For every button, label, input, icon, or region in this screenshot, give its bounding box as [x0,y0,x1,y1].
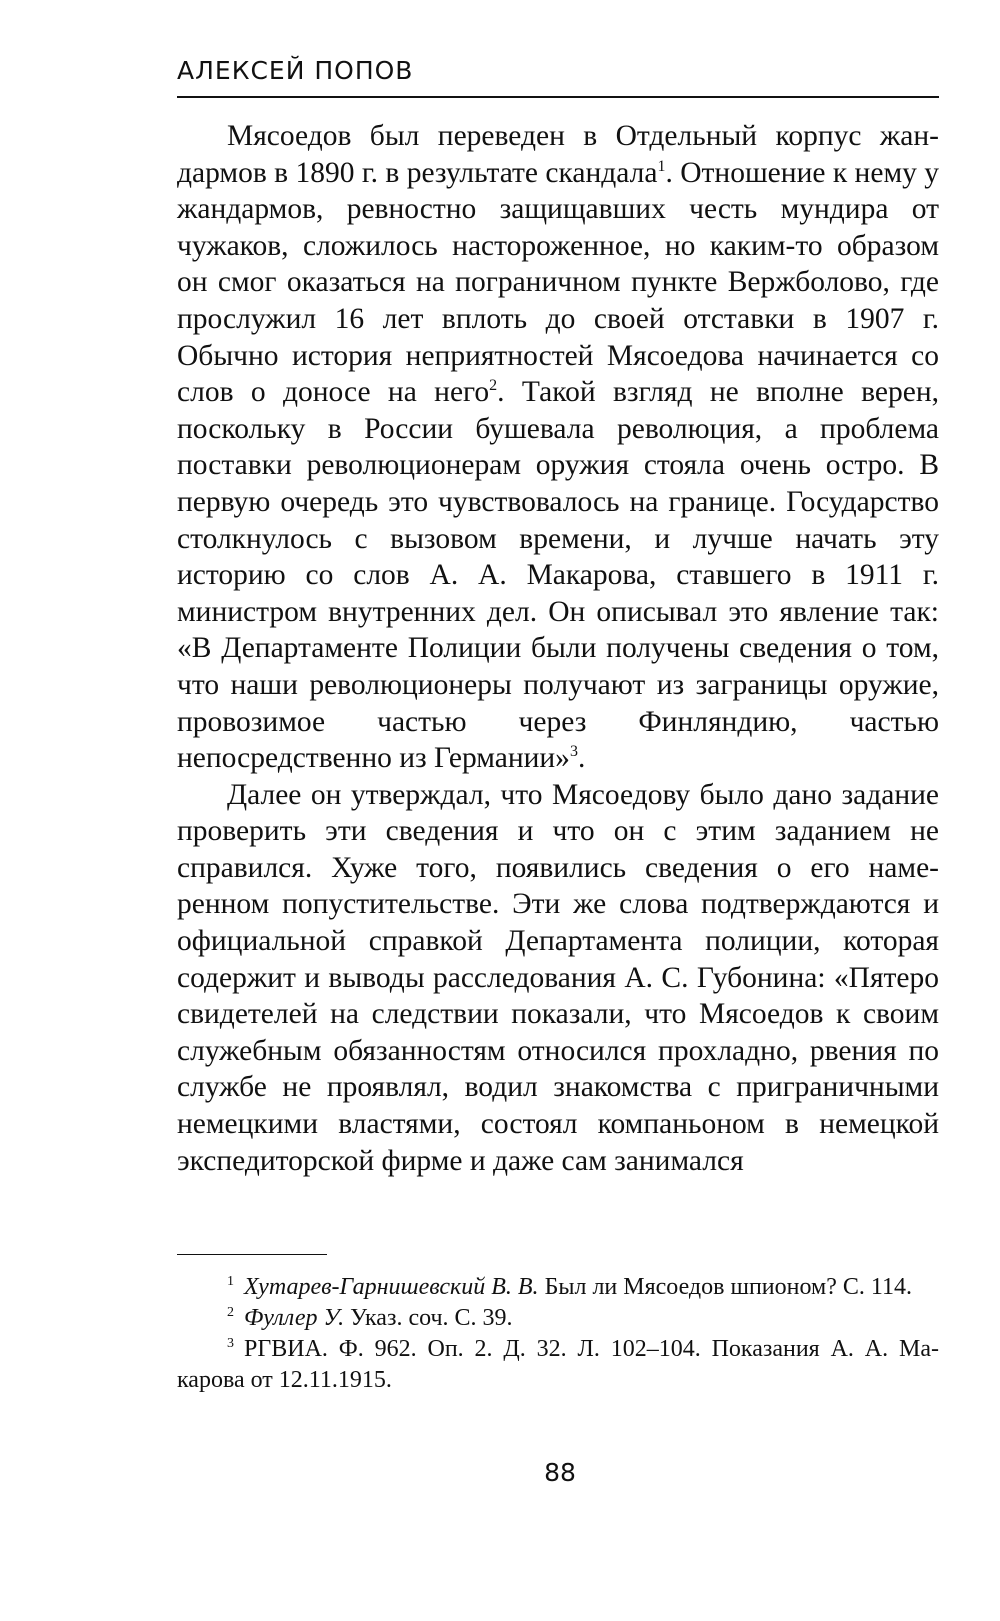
footnote-3-text: РГВИА. Ф. 962. Оп. 2. Д. 32. Л. 102–104. Показания А. А. Макарова от 12.11.1915. [177,1336,939,1393]
footnote-divider [177,1254,327,1255]
footnote-ref-2: 2 [489,377,498,395]
footnote-1-mark: 1 [227,1274,234,1289]
footnote-ref-3: 3 [569,743,578,761]
footnote-1-author: Хутарев-Гарнишевский В. В. [244,1274,539,1300]
footnote-ref-1: 1 [657,157,666,175]
paragraph-1-part-1: Мясоедов был переведен в Отдельный корпус жандармов в 1890 г. в результате скандала [177,120,939,189]
header-divider [177,96,939,98]
main-text [177,118,939,1179]
footnote-2 [177,1303,939,1334]
footnote-1 [177,1272,939,1303]
footnote-2-mark: 2 [227,1305,234,1320]
footnote-3-mark: 3 [227,1336,234,1351]
footnote-3 [177,1334,939,1396]
paragraph-1-part-3: . Такой взгляд не вполне верен, поскольку в России бушевала революция, а проблема поставки революционерам оружия стояла очень остро. В первую очередь это чувствовалось на границе. Государство столкнулось с вызовом времени, и лучше начать эту историю со слов А. А. Макарова, ставшего в 1911 г. министром внутренних дел. Он описывал это явление так: «В Департаменте Полиции были получены сведения о том, что наши революционеры получают из заграницы оружие, провозимое частью через Финляндию, частью непосредственно из Германии» [177,376,939,775]
paragraph-2: Далее он утверждал, что Мясоедову было дано задание проверить эти сведения и что он с этим заданием не справился. Хуже того, появились сведения о его намеренном попустительстве. Эти же слова подтверждаются и официальной справкой Департамента полиции, которая содержит и выводы расследования А. С. Губонина: «Пятеро свидетелей на следствии показали, что Мясоедов к своим служебным обязанностям относился прохладно, рвения по службе не проявлял, водил знакомства с приграничными немецкими властями, состоял компаньоном в немецкой экспедиторской фирме и даже сам занимался [177,778,939,1177]
footnote-1-text: Был ли Мясоедов шпионом? С. 114. [538,1274,912,1300]
paragraph-1 [177,118,939,777]
page-number: 88 [544,1458,576,1487]
running-header: АЛЕКСЕЙ ПОПОВ [177,56,414,85]
footnote-2-text: Указ. соч. С. 39. [344,1305,513,1331]
paragraph-1-part-2: . Отношение к нему у жандармов, ревностно защищавших честь мундира от чужаков, сложилось настороженное, но каким-то образом он смог оказаться на пограничном пункте Вержболово, где прослужил 16 лет вплоть до своей отставки в 1907 г. Обычно история неприятностей Мясоедова начинается со слов о доносе на него [177,156,940,409]
footnotes [177,1272,939,1396]
footnote-2-author: Фуллер У. [244,1305,345,1331]
paragraph-1-part-4: . [577,742,586,775]
